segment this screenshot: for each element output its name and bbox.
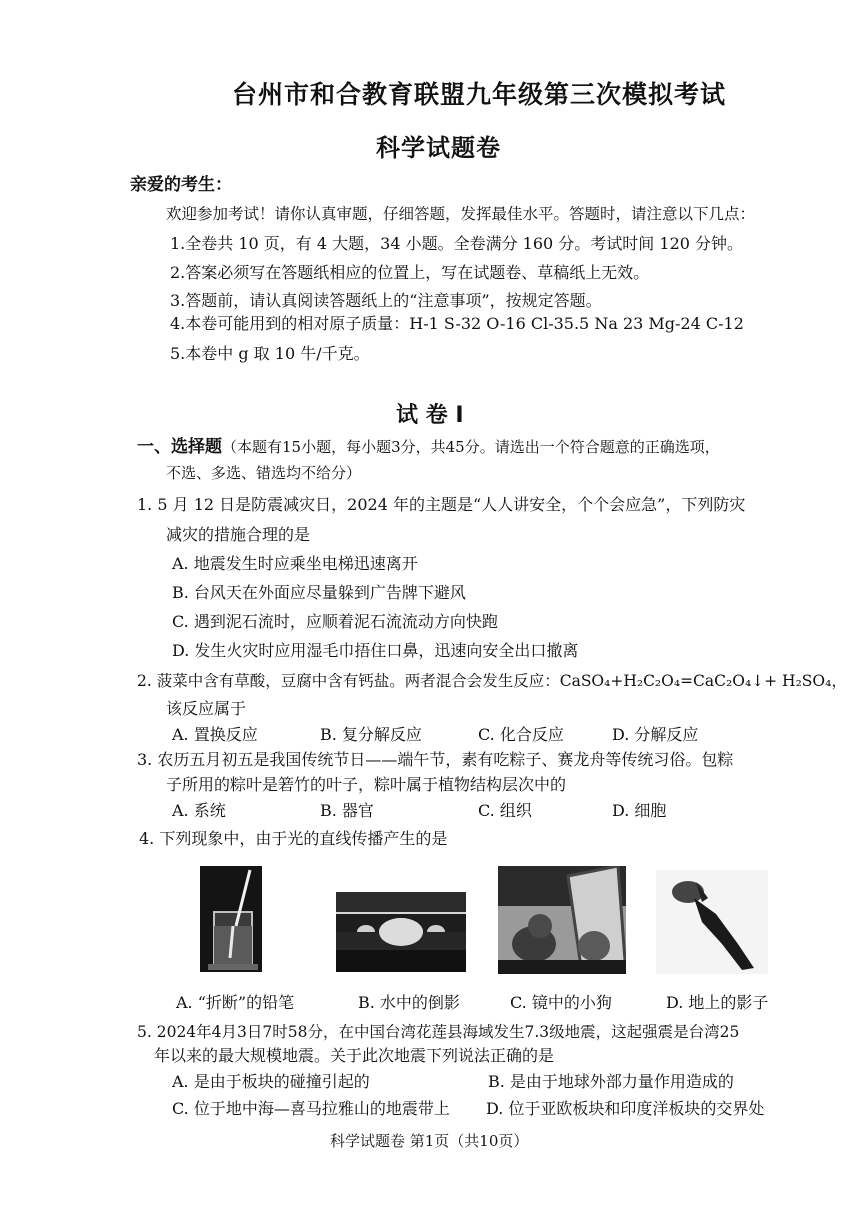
question-3-option-c: C. 组织 (478, 801, 532, 820)
question-5-stem-2: 年以来的最大规模地震。关于此次地震下列说法正确的是 (154, 1046, 555, 1065)
question-2-option-a: A. 置换反应 (172, 725, 258, 744)
question-3-stem: 3. 农历五月初五是我国传统节日——端午节，素有吃粽子、赛龙舟等传统习俗。包粽 (137, 750, 734, 769)
question-5-option-c: C. 位于地中海—喜马拉雅山的地震带上 (172, 1099, 450, 1118)
question-2-stem: 2. 菠菜中含有草酸，豆腐中含有钙盐。两者混合会发生反应：CaSO₄+H₂C₂O₄=CaC₂O₄↓+ H₂SO₄， (137, 672, 847, 690)
question-2-stem-2: 该反应属于 (166, 699, 247, 718)
question-1-option-d: D. 发生火灾时应用湿毛巾捂住口鼻，迅速向安全出口撤离 (172, 641, 579, 660)
question-2-option-d: D. 分解反应 (612, 725, 699, 744)
section-heading-row (137, 436, 720, 458)
page-footer: 科学试题卷 第1页（共10页） (330, 1132, 529, 1150)
note-3: 3.答题前，请认真阅读答题纸上的“注意事项”，按规定答题。 (170, 291, 602, 310)
dog-mirror-photo (498, 866, 626, 974)
question-3-stem-2: 子所用的粽叶是箬竹的叶子，粽叶属于植物结构层次中的 (166, 775, 567, 794)
question-3-option-d: D. 细胞 (612, 801, 667, 820)
question-4-option-b: B. 水中的倒影 (358, 993, 460, 1012)
broken-pencil-photo (200, 866, 262, 972)
note-1: 1.全卷共 10 页，有 4 大题，34 小题。全卷满分 160 分。考试时间 120 分钟。 (170, 234, 744, 253)
section-note-2: 不选、多选、错选均不给分） (166, 464, 362, 482)
question-5-option-b: B. 是由于地球外部力量作用造成的 (488, 1072, 734, 1091)
question-3-option-a: A. 系统 (172, 801, 226, 820)
intro-text: 欢迎参加考试！请你认真审题，仔细答题，发挥最佳水平。答题时，请注意以下几点： (166, 205, 756, 223)
exam-subtitle: 科学试题卷 (376, 134, 501, 162)
question-4-option-c: C. 镜中的小狗 (510, 993, 612, 1012)
question-2-option-b: B. 复分解反应 (320, 725, 422, 744)
question-2-option-c: C. 化合反应 (478, 725, 564, 744)
question-5-option-d: D. 位于亚欧板块和印度洋板块的交界处 (486, 1099, 765, 1118)
section-heading: 一、选择题 (137, 437, 222, 457)
question-1-option-a: A. 地震发生时应乘坐电梯迅速离开 (172, 554, 418, 573)
question-1-stem-2: 减灾的措施合理的是 (166, 525, 311, 544)
exam-title: 台州市和合教育联盟九年级第三次模拟考试 (232, 80, 727, 109)
question-1-option-c: C. 遇到泥石流时，应顺着泥石流流动方向快跑 (172, 612, 498, 631)
question-5-option-a: A. 是由于板块的碰撞引起的 (172, 1072, 370, 1091)
question-4-option-a: A. “折断”的铅笔 (176, 993, 295, 1012)
note-4: 4.本卷可能用到的相对原子质量：H-1 S-32 O-16 Cl-35.5 Na 23 Mg-24 C-12 (170, 314, 744, 333)
note-2: 2.答案必须写在答题纸相应的位置上，写在试题卷、草稿纸上无效。 (170, 263, 650, 282)
question-5-stem: 5. 2024年4月3日7时58分，在中国台湾花莲县海域发生7.3级地震，这起强震是台湾25 (137, 1023, 740, 1041)
question-1-option-b: B. 台风天在外面应尽量躲到广告牌下避风 (172, 583, 466, 602)
question-4-option-d: D. 地上的影子 (666, 993, 769, 1012)
note-5: 5.本卷中 g 取 10 牛/千克。 (170, 344, 370, 363)
bridge-reflection-photo (336, 892, 466, 972)
paper-label: 试 卷 Ⅰ (396, 403, 464, 428)
question-4-stem: 4. 下列现象中，由于光的直线传播产生的是 (139, 829, 448, 848)
salutation: 亲爱的考生： (130, 175, 232, 195)
question-3-option-b: B. 器官 (320, 801, 374, 820)
question-1-stem: 1. 5 月 12 日是防震减灾日，2024 年的主题是“人人讲安全，个个会应急”，下列防灾 (137, 495, 746, 514)
section-note: （本题有15小题，每小题3分，共45分。请选出一个符合题意的正确选项， (222, 438, 720, 456)
dog-shadow-photo (656, 870, 768, 974)
